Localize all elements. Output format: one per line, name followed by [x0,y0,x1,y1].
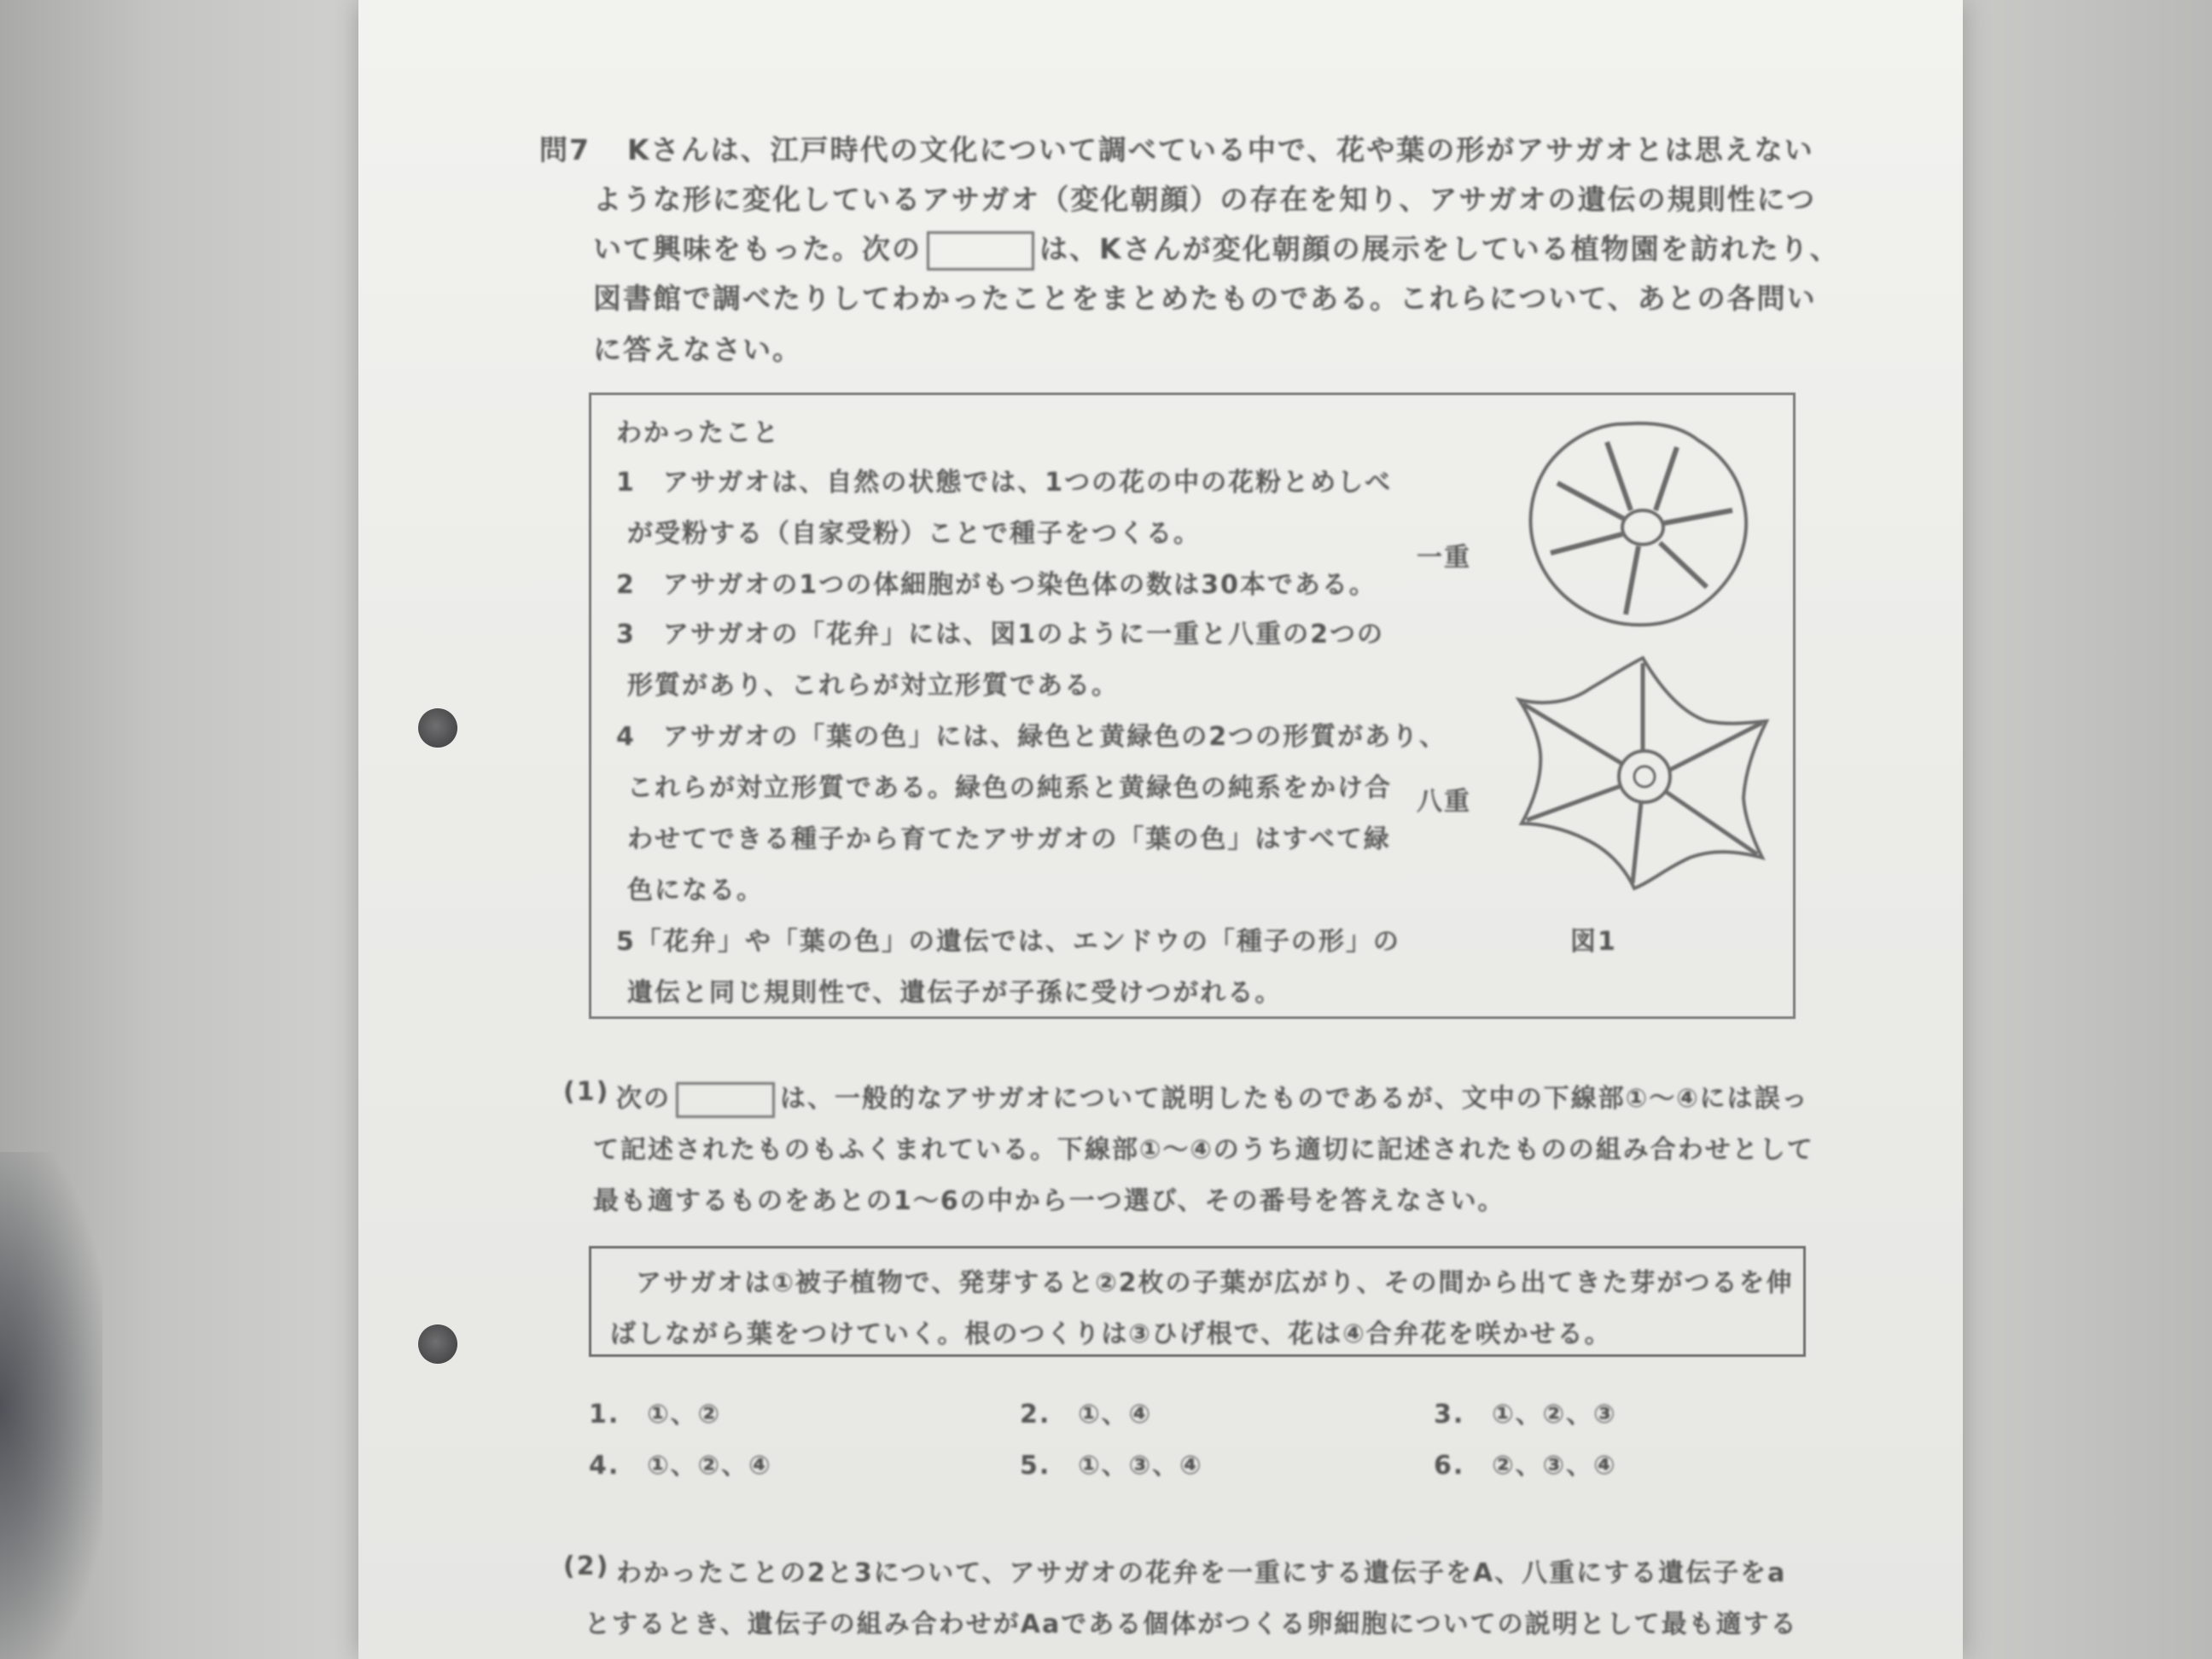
binder-hole-upper [418,708,457,748]
choice-4: 4. ①、②、④ [589,1451,772,1481]
finding-line-5: 形質があり、これらが対立形質である。 [627,671,1119,701]
choice-2: 2. ①、④ [1020,1400,1153,1429]
finding-line-11: 遺伝と同じ規則性で、遺伝子が子孫に受けつがれる。 [627,978,1283,1008]
q1-box-line-1: アサガオは①被子植物で、発芽すると②2枚の子葉が広がり、その間から出てきた芽がつるを伸 [636,1268,1794,1298]
label-double-petal: 八重 [1417,787,1471,817]
finding-line-7: これらが対立形質である。緑色の純系と黄緑色の純系をかけ合 [627,773,1392,803]
q1-box-line-2: ばしながら葉をつけていく。根のつくりは③ひげ根で、花は④合弁花を咲かせる。 [610,1319,1612,1349]
label-single-petal: 一重 [1417,543,1471,573]
choice-6: 6. ②、③、④ [1434,1451,1617,1481]
findings-heading: わかったこと [616,418,780,448]
q2-line-1: わかったことの2と3について、アサガオの花弁を一重にする遺伝子をA、八重にする遺伝子をa [616,1558,1787,1588]
intro-line-5: に答えなさい。 [593,333,802,366]
choice-1: 1. ①、② [589,1400,722,1429]
q1-blank-box [676,1082,775,1118]
intro-line-4: 図書館で調べたりしてわかったことをまとめたものである。これらについて、あとの各問い [593,282,1817,315]
question-number: 問7 [539,133,591,166]
finding-line-2: が受粉する（自家受粉）ことで種子をつくる。 [627,519,1201,549]
q1-line-2: て記述されたものもふくまれている。下線部①～④のうち適切に記述されたものの組み合わせとして [593,1135,1814,1165]
blank-box [927,231,1034,271]
figure-caption: 図1 [1570,927,1617,957]
q1-number: (1) [563,1077,610,1107]
intro-line-3: いて興味をもった。次の は、Kさんが変化朝顔の展示をしている植物園を訪れたり、 [593,227,1840,271]
binder-hole-lower [418,1324,457,1364]
finding-line-1: 1 アサガオは、自然の状態では、1つの花の中の花粉とめしべ [616,468,1393,498]
finding-line-10: 5「花弁」や「葉の色」の遺伝では、エンドウの「種子の形」の [616,927,1400,957]
q2-number: (2) [563,1551,610,1581]
choice-5: 5. ①、③、④ [1020,1451,1203,1481]
q2-line-2: とするとき、遺伝子の組み合わせがAaである個体がつくる卵細胞についての説明として最も適する [585,1610,1798,1639]
finding-line-3: 2 アサガオの1つの体細胞がもつ染色体の数は30本である。 [616,570,1377,600]
double-petal-flower-icon [1515,653,1771,892]
intro-line-1: Kさんは、江戸時代の文化について調べている中で、花や葉の形がアサガオとは思えない [627,133,1814,166]
finding-line-6: 4 アサガオの「葉の色」には、緑色と黄緑色の2つの形質があり、 [616,722,1447,752]
finding-line-9: 色になる。 [627,876,764,905]
desk-shadow [0,1152,102,1659]
intro-line-2: ような形に変化しているアサガオ（変化朝顔）の存在を知り、アサガオの遺伝の規則性につ [593,183,1817,216]
q1-line-1: 次の は、一般的なアサガオについて説明したものであるが、文中の下線部①～④には誤っ [616,1077,1809,1118]
choice-3: 3. ①、②、③ [1434,1400,1617,1429]
single-petal-flower-icon [1523,416,1754,630]
finding-line-4: 3 アサガオの「花弁」には、図1のように一重と八重の2つの [616,620,1385,649]
finding-line-8: わせてできる種子から育てたアサガオの「葉の色」はすべて緑 [627,824,1391,854]
q1-line-3: 最も適するものをあとの1～6の中から一つ選び、その番号を答えなさい。 [593,1186,1505,1216]
